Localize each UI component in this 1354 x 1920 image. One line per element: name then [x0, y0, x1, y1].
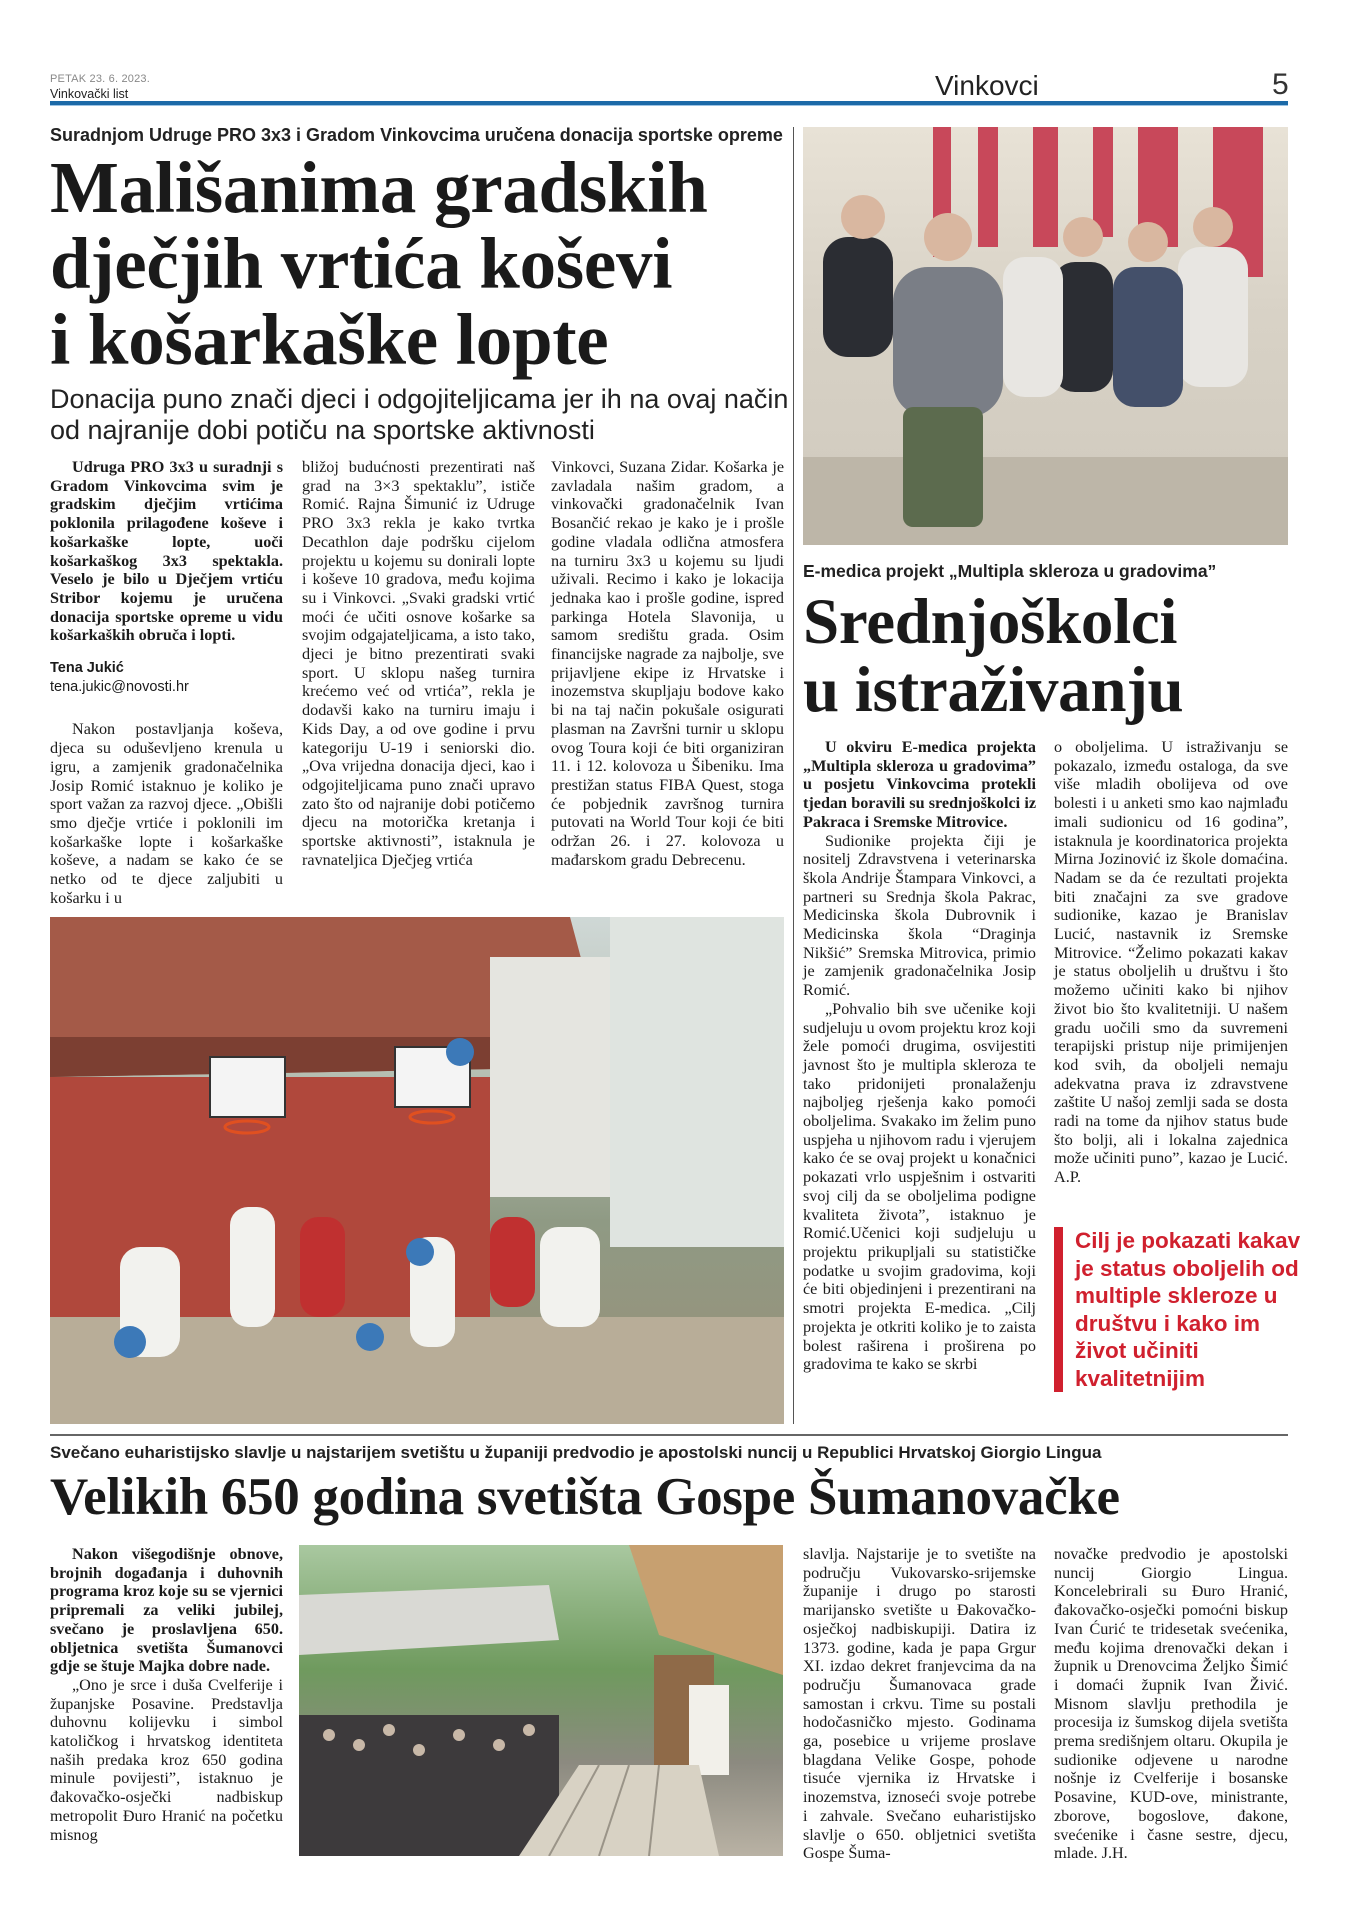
students-illustration [803, 127, 1288, 545]
article2-kicker: E-medica projekt „Multipla skleroza u gradovima” [803, 561, 1217, 581]
pull-quote: Cilj je pokazati kakav je status oboljelih od multiple skleroze u društvu i kako im život učiniti kvalitetnijim [1054, 1227, 1309, 1392]
headline-line: dječjih vrtića koševi [50, 222, 673, 304]
article3-kicker: Svečano euharistijsko slavlje u najstarijem svetištu u županiji predvodio je apostolski nuncij u Republici Hrvatskoj Giorgio Lingua [50, 1443, 1102, 1462]
body-text: o oboljelima. U istraživanju se pokazalo, između ostaloga, da sve više mladih obolijeva od ove bolesti i u anketi smo kao najmlađu imali sudionicu od 16 godina”, istaknula je koordinatorica projekta Mirna Jozinović iz škole domaćina. Nadam se da će rezultati projekta biti značajni za sve gradove sudionike, kazao je Branislav Lucić, nastavnik iz Sremske Mitrovice. “Želimo pokazati kakav je status oboljelih u društvu i što možemo učiniti kako bi njihov život bio što kvalitetniji. U našem gradu uočili smo da suvremeni terapijski pristup nije primijenjen kod svih, da oboljeli nemaju adekvatna prava iz zdravstvene zaštite U našoj zemlji sada se dosta radi na tome da njihov status bude što bolji, ali i lokalna zajednica može učiniti puno”, kazao je Lucić. A.P. [1054, 738, 1288, 1187]
body-text: bližoj budućnosti prezentirati naš grad na 3×3 spektaklu”, ističe Romić. Rajna Šimunić iz Udruge PRO 3x3 rekla je kako tvrtka Decathlon daje podršku cijelom projektu u kojemu su donirali lopte i koševe 10 gradova, među kojima su i Vinkovci. „Svaki gradski vrtić moći će učiti osnove košarke sa svojim odgajateljicama, a isto tako, djeci je bitno prezentirati svaki sport. U sklopu našeg turnira krećemo već od vrtića”, rekla je dodavši kako na turniru imaju i Kids Day, a od ove godine i prvu kategoriju U-19 i seniorski dio. „Ova vrijedna donacija djeci, kao i odgojiteljicama puno znači upravo zato što od najranije dobi potičemo djecu na motorička kretanja i sportske aktivnosti”, istaknula je ravnateljica Dječjeg vrtića [302, 458, 535, 869]
headline-line: Mališanima gradskih [50, 147, 708, 228]
section-title: Vinkovci [935, 70, 1039, 101]
article2-column-2 [1054, 738, 1288, 1187]
article1-column-1 [50, 458, 283, 907]
body-text: Nakon postavljanja koševa, djeca su oduševljeno krenula u igru, a zamjenik gradonačelnika Josip Romić istaknuo je koliko je sport važan za razvoj djece. „Obišli smo dječje vrtiće i poklonili im košarkaške lopte i košarkaške koševe, a nadam se kako će se netko od te djece zaljubiti u košarku i u [50, 720, 283, 907]
body-text: Vinkovci, Suzana Zidar. Košarka je zavladala našim gradom, a vinkovački gradonačelnik Ivan Bosančić rekao je kako je i prošle godine vladala odlična atmosfera na turniru 3x3 u kojemu su ljudi uživali. Recimo i kako je lokacija jednaka kao i prošle godine, ispred parkinga Hotela Slavonija, u samom središtu grada. Osim financijske nagrade za najbolje, sve prijavljene ekipe iz Hrvatske i inozemstva skupljaju bodove kako bi na taj način pokušale osigurati plasman na Završni turnir u sklopu ovog Toura koji će biti organiziran 11. i 12. kolovoza u Šibeniku. Ima prestižan status FIBA Quest, stoga će pobjednik završnog turnira putovati na World Tour koji će biti održan 26. i 27. kolovoza u mađarskom gradu Debrecenu. [551, 458, 784, 869]
newspaper-name: Vinkovački list [50, 87, 129, 101]
headline-line: i košarkaške lopte [50, 298, 609, 380]
article2-column-1 [803, 738, 1036, 1374]
headline-line: u istraživanju [803, 654, 1184, 726]
body-text: „Pohvalio bih sve učenike koji sudjeluju u ovom projektu kroz koji žele pomoći drugima, osvijestiti javnost što je multipla skleroza te tako pridonijeti pronalaženju najboljeg rješenja kako pomoći oboljelima. Svakako im želim puno uspjeha u njihovom radu i vjerujem kako će se ovaj projekt u konačnici pokazati vrlo uspješnim i ostvariti svoj cilj da se oboljelima podigne kvaliteta života”, istaknuo je Romić.Učenici koji sudjeluju u projektu prikupljali su statističke podatke u svojim gradovima, koji će biti objedinjeni i prezentirani na smotri projekta E-medica. „Cilj projekta je otkriti koliko je to zaista bolest raširena i proširena po gradovima te kako se skrbi [803, 999, 1036, 1374]
students-photo [803, 127, 1288, 545]
article1-column-2 [302, 458, 535, 869]
article1-kicker: Suradnjom Udruge PRO 3x3 i Gradom Vinkovcima uručena donacija sportske opreme [50, 125, 783, 145]
body-text: slavlja. Najstarije je to svetište na području Vukovarsko-srijemske županije i drugo po starosti marijansko svetište u Đakovačko-osječkoj nadbiskupiji. Datira iz 1373. godine, kada je papa Grgur XI. izdao dekret franjevcima da na području Šumanovaca grade samostan i crkvu. Time su postali hodočasničko mjesto. Godinama ga, posebice u vrijeme proslave blagdana Velike Gospe, pohode tisuće vjernika iz Hrvatske i inozemstva, iznoseći svoje potrebe i zahvale. Svečano euharistijsko slavlje o 650. obljetnici svetišta Gospe Šuma- [803, 1545, 1036, 1863]
header-rule [50, 101, 1288, 106]
shrine-illustration [299, 1545, 783, 1856]
body-text: novačke predvodio je apostolski nuncij Giorgio Lingua. Koncelebrirali su Đuro Hranić, đakovačko-osječki pomoćni biskup Ivan Ćurić te tridesetak svećenika, među kojima drenovački dekan i župnik u Drenovcima Željko Šimić i domaći župnik Ivan Živić. Misnom slavlju prethodila je procesija iz šumskog dijela svetišta prema središnjem oltaru. Okupila je sudionike odjevene u narodne nošnje iz Cvelferije i bosanske Posavine, KUD-ove, ministrante, zborove, bogoslove, đakone, svećenike i časne sestre, djecu, mlade. J.H. [1054, 1545, 1288, 1863]
body-text: Sudionike projekta čiji je nositelj Zdravstvena i veterinarska škola Andrije Štampara Vinkovci, a partneri su Srednja škola Pakrac, Medicinska škola Dubrovnik i Medicinska škola “Draginja Nikšić” Sremska Mitrovica, primio je zamjenik gradonačelnika Josip Romić. [803, 831, 1036, 1000]
article1-lead: Udruga PRO 3x3 u suradnji s Gradom Vinkovcima svim je gradskim dječjim vrtićima poklonila prilagođene koševe i košarkaške lopte, uoči košarkaškog 3x3 spektakla. Veselo je bilo u Dječjem vrtiću Stribor kojemu je uručena donacija sportske opreme u vidu košarkaških obruča i lopti. [50, 458, 283, 645]
article3-column-1 [50, 1545, 283, 1844]
section-divider [50, 1434, 1288, 1436]
article3-column-4 [1054, 1545, 1288, 1863]
body-text: „Ono je srce i duša Cvelferije i županjske Posavine. Predstavlja duhovnu kolijevku i simbol katoličkog i hrvatskog identiteta naših predaka kroz 650 godina minule povijesti”, istaknuo je đakovačko-osječki nadbiskup metropolit Đuro Hranić na početku misnog [50, 1675, 283, 1844]
issue-date: PETAK 23. 6. 2023. [50, 73, 151, 85]
column-divider [793, 127, 794, 1424]
shrine-celebration-photo [299, 1545, 783, 1856]
article3-column-3 [803, 1545, 1036, 1863]
article1-headline [50, 147, 708, 380]
article3-headline: Velikih 650 godina svetišta Gospe Šumanovačke [50, 1468, 1120, 1526]
article2-lead: U okviru E-medica projekta „Multipla skleroza u gradovima” u posjetu Vinkovcima protekli tjedan boravili su srednjoškolci iz Pakraca i Sremske Mitrovice. [803, 738, 1036, 831]
article1-subheadline: Donacija puno znači djeci i odgojiteljicama jer ih na ovaj način od najranije dobi potiču na sportske aktivnosti [50, 384, 789, 445]
author-name: Tena Jukić [50, 660, 124, 677]
article3-lead: Nakon višegodišnje obnove, brojnih događanja i duhovnih programa kroz koje su se vjernici pripremali za veliki jubilej, svečano je proslavljena 650. obljetnica svetišta Šumanovci gdje se štuje Majka dobre nade. [50, 1545, 283, 1676]
page-number: 5 [1272, 68, 1289, 101]
author-email[interactable]: tena.jukic@novosti.hr [50, 678, 189, 695]
headline-line: Srednjoškolci [803, 586, 1178, 658]
kids-basketball-illustration [50, 917, 784, 1424]
kids-basketball-photo [50, 917, 784, 1424]
article1-column-3 [551, 458, 784, 869]
article2-headline [803, 588, 1183, 724]
